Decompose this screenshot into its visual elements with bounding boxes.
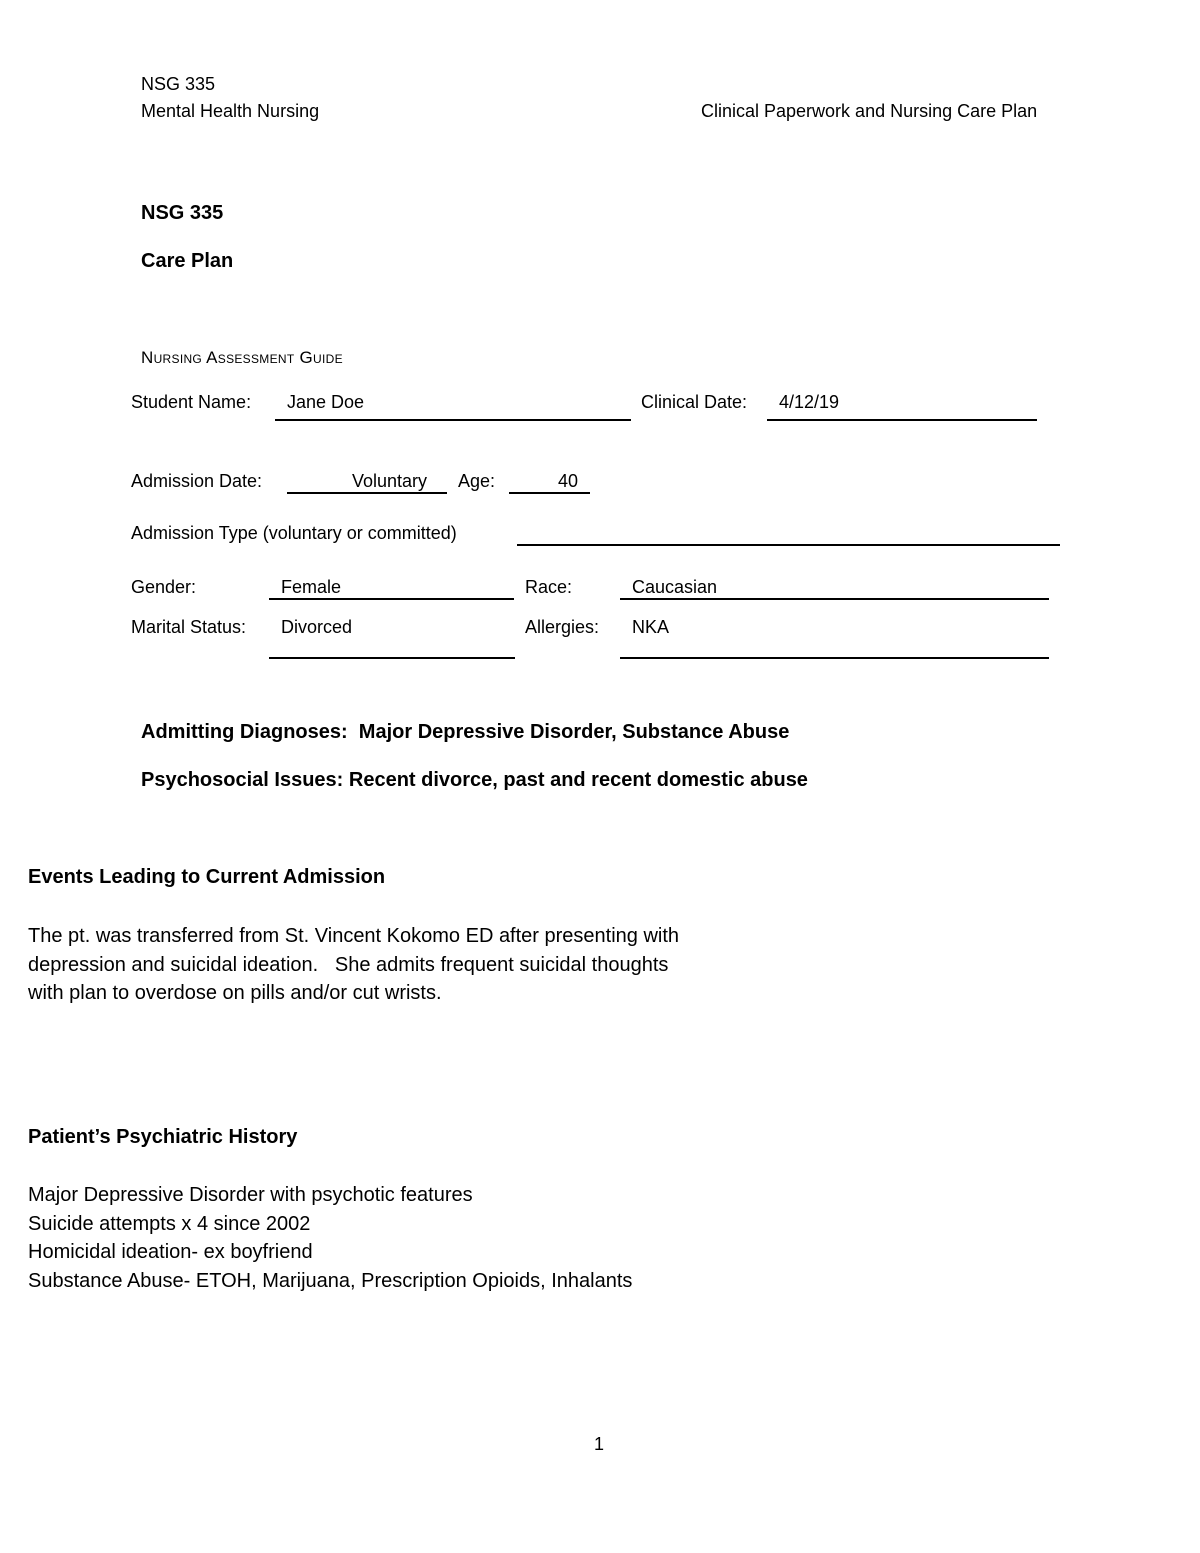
race-label: Race: — [525, 577, 573, 597]
clinical-date-value: 4/12/19 — [779, 392, 840, 412]
admitting-diagnoses-value: Major Depressive Disorder, Substance Abuse — [358, 721, 790, 743]
history-item: Substance Abuse- ETOH, Marijuana, Prescription Opioids, Inhalants — [28, 1269, 633, 1292]
history-item: Suicide attempts x 4 since 2002 — [28, 1212, 311, 1235]
marital-status-label: Marital Status: — [131, 617, 247, 637]
title-care-plan: Care Plan — [141, 250, 234, 272]
admitting-diagnoses — [141, 721, 789, 744]
gender-value: Female — [281, 577, 342, 597]
assessment-guide-title: Nursing Assessment Guide — [141, 348, 343, 367]
events-heading: Events Leading to Current Admission — [28, 866, 386, 888]
header-document-title: Clinical Paperwork and Nursing Care Plan — [701, 101, 1038, 121]
header-course-code: NSG 335 — [141, 74, 216, 94]
events-line: with plan to overdose on pills and/or cut wrists. — [28, 982, 442, 1004]
admitting-diagnoses-label: Admitting Diagnoses: — [141, 721, 348, 743]
title-course: NSG 335 — [141, 202, 224, 224]
clinical-date-underline — [767, 419, 1037, 421]
age-value: 40 — [558, 471, 579, 491]
student-name-label: Student Name: — [131, 392, 252, 412]
age-underline — [509, 492, 590, 494]
admission-date-underline — [287, 492, 447, 494]
allergies-underline — [620, 657, 1049, 659]
history-heading: Patient’s Psychiatric History — [28, 1126, 298, 1148]
psychosocial-issues-value: Recent divorce, past and recent domestic abuse — [348, 769, 808, 791]
allergies-value: NKA — [632, 617, 670, 637]
page-number: 1 — [594, 1434, 605, 1454]
header-course-name: Mental Health Nursing — [141, 101, 320, 121]
history-item: Major Depressive Disorder with psychotic features — [28, 1184, 473, 1206]
admission-date-value: Voluntary — [352, 471, 428, 491]
gender-underline — [269, 598, 514, 600]
race-underline — [620, 598, 1049, 600]
marital-status-underline — [269, 657, 515, 659]
admission-type-underline — [517, 544, 1060, 546]
psychosocial-issues-label: Psychosocial Issues: — [141, 769, 344, 791]
age-label: Age: — [458, 471, 496, 491]
admission-date-label: Admission Date: — [131, 471, 263, 491]
events-text — [28, 922, 679, 1008]
student-name-value: Jane Doe — [287, 392, 365, 412]
psychosocial-issues — [141, 769, 808, 792]
events-line: depression and suicidal ideation. She admits frequent suicidal thoughts — [28, 953, 669, 976]
student-name-underline — [275, 419, 631, 421]
allergies-label: Allergies: — [525, 617, 600, 637]
clinical-date-label: Clinical Date: — [641, 392, 748, 412]
admission-type-label: Admission Type (voluntary or committed) — [131, 523, 457, 543]
gender-label: Gender: — [131, 577, 197, 597]
history-item: Homicidal ideation- ex boyfriend — [28, 1241, 313, 1263]
marital-status-value: Divorced — [281, 617, 353, 637]
race-value: Caucasian — [632, 577, 718, 597]
events-line: The pt. was transferred from St. Vincent Kokomo ED after presenting with — [28, 925, 680, 947]
history-list — [28, 1181, 632, 1295]
